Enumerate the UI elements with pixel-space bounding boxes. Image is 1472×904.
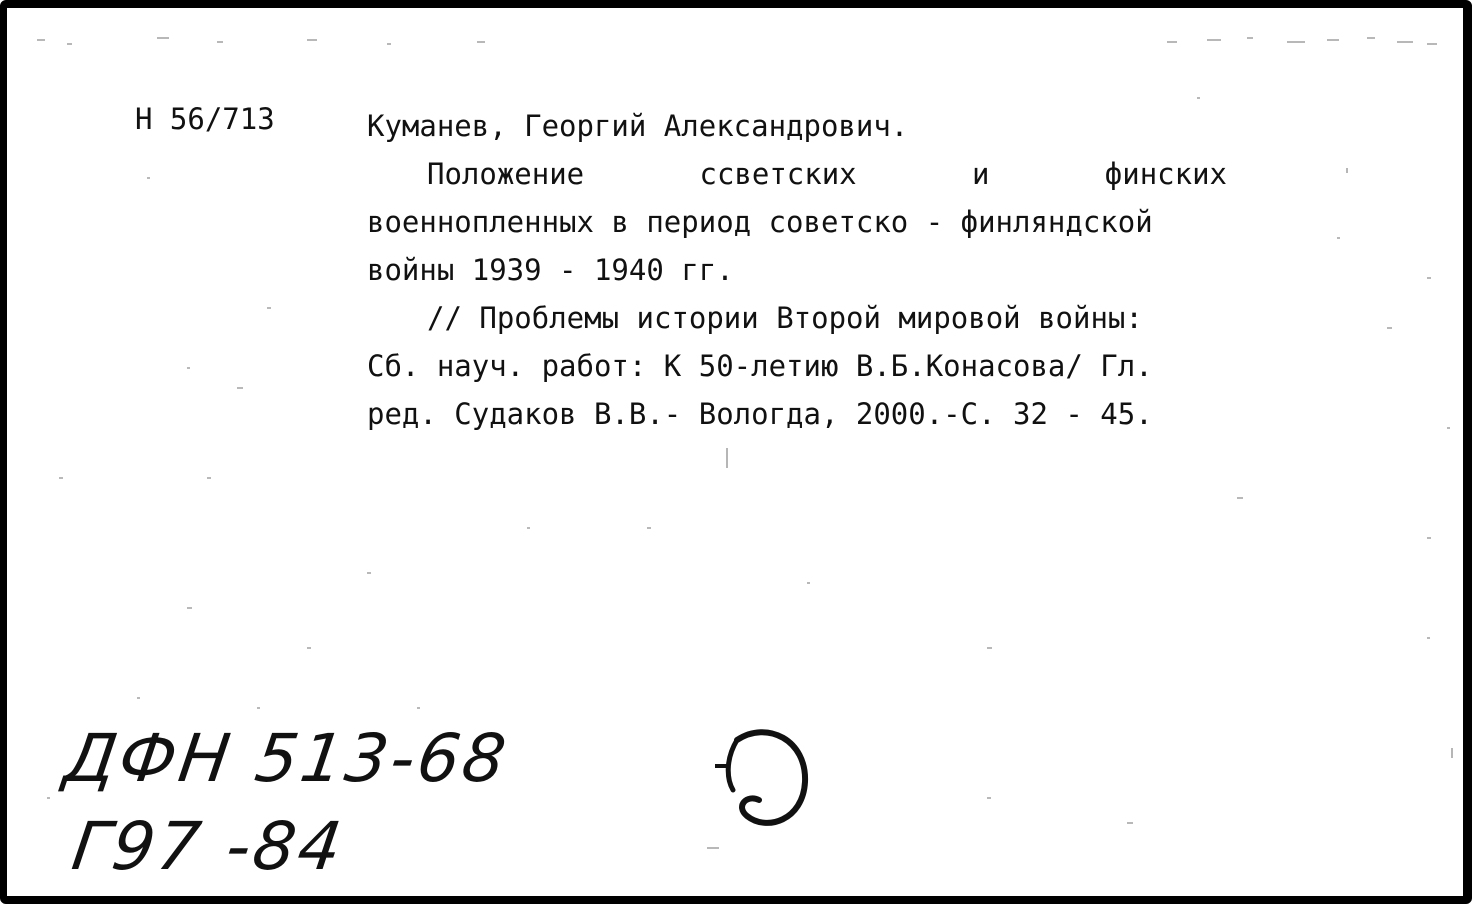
handwritten-call-number-2: Г97 -84 bbox=[67, 808, 349, 885]
title-word: Положение bbox=[427, 157, 585, 191]
author-line: Куманев, Георгий Александрович. bbox=[367, 109, 909, 143]
title-word: ссветских bbox=[699, 157, 857, 191]
title-line-1-words bbox=[427, 150, 1227, 198]
source-line-1: // Проблемы истории Второй мировой войны: bbox=[427, 301, 1143, 335]
handwritten-circle-mark-icon bbox=[707, 720, 827, 840]
title-line-3: войны 1939 - 1940 гг. bbox=[367, 253, 734, 287]
handwritten-call-number-1: ДФН 513-68 bbox=[59, 720, 514, 797]
bibliographic-entry bbox=[367, 102, 1317, 438]
title-line-2: военнопленных в период советско - финляндской bbox=[367, 205, 1153, 239]
shelfmark: Н 56/713 bbox=[135, 102, 275, 136]
title-word: финских bbox=[1104, 157, 1227, 191]
source-line-2: Сб. науч. работ: К 50-летию В.Б.Конасова/ Гл. bbox=[367, 349, 1153, 383]
title-line-1 bbox=[367, 150, 1317, 198]
source-line-3: ред. Судаков В.В.- Вологда, 2000.-С. 32 - 45. bbox=[367, 397, 1153, 431]
title-word: и bbox=[971, 157, 990, 191]
